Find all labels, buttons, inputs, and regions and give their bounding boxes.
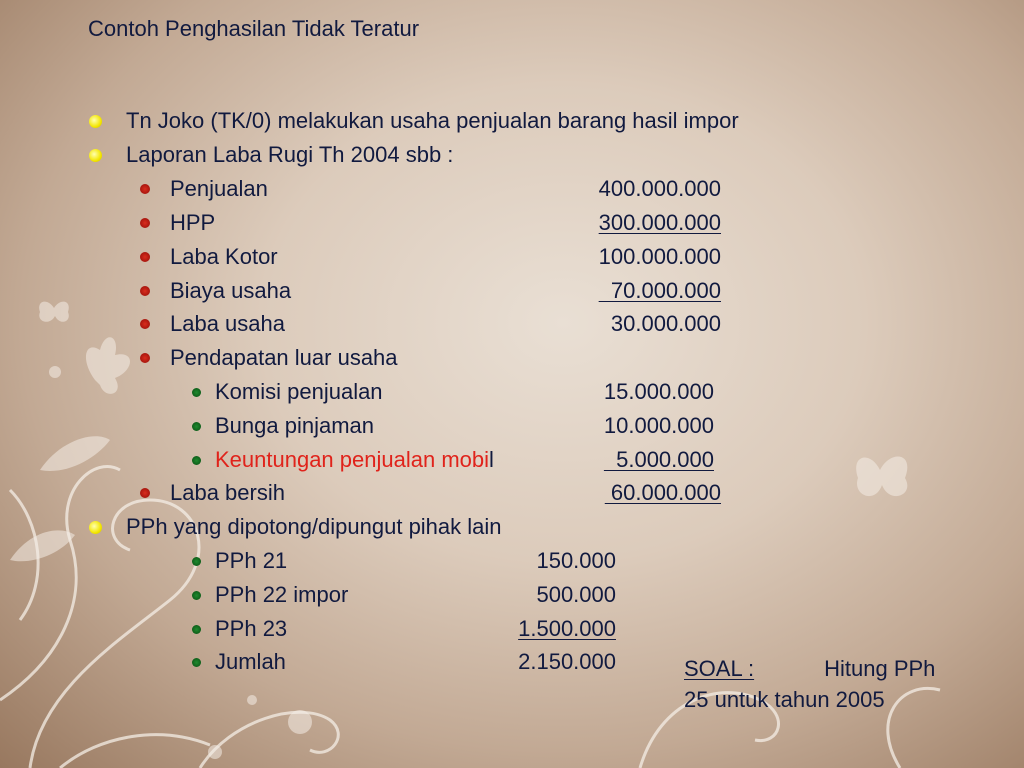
report-label: Laba usaha — [170, 311, 285, 336]
bullet-icon — [89, 149, 102, 162]
pph-label: PPh 22 impor — [215, 582, 349, 607]
report-label-tail: l — [489, 447, 494, 472]
bullet-icon — [140, 286, 150, 296]
report-value: 15.000.000 — [603, 379, 714, 404]
report-value: 100.000.000 — [598, 244, 721, 269]
report-value: 5.000.000 — [603, 447, 714, 472]
bullet-icon — [192, 388, 201, 397]
bullet-icon — [140, 184, 150, 194]
report-row-pendapatan-luar — [170, 343, 398, 373]
bullet-icon — [192, 625, 201, 634]
soal-label: SOAL : — [684, 656, 755, 681]
pph-label: PPh 21 — [215, 548, 288, 573]
report-value: 400.000.000 — [598, 176, 721, 201]
bullet-icon — [140, 218, 150, 228]
soal-text: Hitung PPh — [824, 656, 936, 681]
bullet-icon — [140, 353, 150, 363]
report-label: Komisi penjualan — [215, 379, 383, 404]
bullet-text: Laporan Laba Rugi Th 2004 sbb : — [126, 142, 454, 167]
report-label: Bunga pinjaman — [215, 413, 375, 438]
soal-text-line2: 25 untuk tahun 2005 — [684, 687, 885, 712]
bullet-text: PPh yang dipotong/dipungut pihak lain — [126, 514, 502, 539]
soal-note — [684, 653, 935, 715]
report-value: 300.000.000 — [598, 210, 721, 235]
bullet-icon — [140, 488, 150, 498]
report-label: Penjualan — [170, 176, 268, 201]
bullet-icon — [192, 658, 201, 667]
report-label: Biaya usaha — [170, 278, 292, 303]
pph-label: Jumlah — [215, 649, 286, 674]
bullet-icon — [192, 591, 201, 600]
pph-value: 150.000 — [536, 548, 616, 573]
report-value: 70.000.000 — [598, 278, 721, 303]
report-label: Pendapatan luar usaha — [170, 345, 398, 370]
pph-value: 500.000 — [536, 582, 616, 607]
report-value: 60.000.000 — [604, 480, 721, 505]
report-label-highlight: Keuntungan penjualan mobi — [215, 447, 490, 472]
report-value: 30.000.000 — [610, 311, 721, 336]
pph-value: 2.150.000 — [518, 649, 616, 674]
bullet-icon — [89, 521, 102, 534]
bullet-icon — [140, 319, 150, 329]
slide-title: Contoh Penghasilan Tidak Teratur — [88, 16, 420, 41]
bullet-icon — [192, 422, 201, 431]
report-label: Laba bersih — [170, 480, 285, 505]
pph-value: 1.500.000 — [518, 616, 616, 641]
pph-label: PPh 23 — [215, 616, 288, 641]
report-value: 10.000.000 — [603, 413, 714, 438]
report-label: Laba Kotor — [170, 244, 278, 269]
report-label — [215, 445, 494, 475]
bullet-icon — [140, 252, 150, 262]
bullet-icon — [192, 456, 201, 465]
bullet-text: Tn Joko (TK/0) melakukan usaha penjualan barang hasil impor — [126, 108, 739, 133]
report-label: HPP — [170, 210, 216, 235]
bullet-icon — [89, 115, 102, 128]
bullet-icon — [192, 557, 201, 566]
